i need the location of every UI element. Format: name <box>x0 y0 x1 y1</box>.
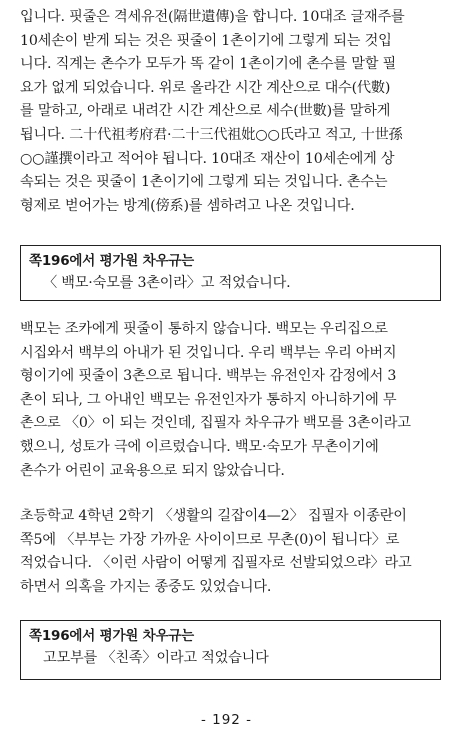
text-line: 입니다. 핏줄은 격세유전(隔世遺傳)을 합니다. 10대조 글재주를 <box>20 9 405 25</box>
text-line: 촌이 되나, 그 아내인 백모는 유전인자가 통하지 아니하기에 무 <box>20 391 397 408</box>
text-line: 형제로 벋어가는 방계(傍系)를 셈하려고 나온 것입니다. <box>20 197 355 214</box>
quote-box-1 <box>20 245 441 301</box>
paragraph-1 <box>20 6 439 218</box>
quote-box-label: 쪽196에서 평가원 차우규는 <box>29 253 194 269</box>
paragraph-2 <box>20 318 439 483</box>
text-line: 10세손이 받게 되는 것은 핏줄이 1촌이기에 그렇게 되는 것입 <box>20 32 392 49</box>
text-line: 촌으로 〈0〉이 되는 것인데, 집필자 차우규가 백모를 3촌이라고 <box>20 415 411 432</box>
text-line: 백모는 조카에게 핏줄이 통하지 않습니다. 백모는 우리집으로 <box>20 321 388 337</box>
quote-box-2 <box>20 620 441 680</box>
text-line: 하면서 의혹을 가지는 종중도 있었습니다. <box>20 578 272 595</box>
text-line: 적었습니다. 〈이런 사람이 어떻게 집필자로 선발되었으랴〉라고 <box>20 555 412 572</box>
text-line: 요가 없게 되었습니다. 위로 올라간 시간 계산으로 대수(代數) <box>20 79 391 96</box>
quote-box-text: 고모부를 〈친족〉이라고 적었습니다 <box>43 650 269 666</box>
text-line: 초등학교 4학년 2학기 〈생활의 길잡이4—2〉 집필자 이종란이 <box>20 508 407 524</box>
text-line: 됩니다. 二十代祖考府君·二十三代祖妣○○氏라고 적고, 十世孫 <box>20 126 403 143</box>
text-line: 쪽5에 〈부부는 가장 가까운 사이이므로 무촌(0)이 됩니다〉로 <box>20 531 400 548</box>
paragraph-3 <box>20 505 439 599</box>
text-line: 니다. 직계는 촌수가 모두가 똑 같이 1촌이기에 촌수를 말할 필 <box>20 56 397 73</box>
text-line: 시집와서 백부의 아내가 된 것입니다. 우리 백부는 우리 아버지 <box>20 344 397 361</box>
text-line: 촌수가 어린이 교육용으로 되지 않았습니다. <box>20 462 285 479</box>
quote-box-label: 쪽196에서 평가원 차우규는 <box>29 628 194 644</box>
text-line: 했으니, 성토가 극에 이르렀습니다. 백모·숙모가 무촌이기에 <box>20 438 379 455</box>
quote-box-text: 〈 백모·숙모를 3촌이라〉고 적었습니다. <box>43 275 291 291</box>
text-line: 를 말하고, 아래로 내려간 시간 계산으로 세수(世數)를 말하게 <box>20 103 391 120</box>
text-line: 형이기에 핏줄이 3촌으로 됩니다. 백부는 유전인자 감정에서 3 <box>20 368 397 385</box>
text-line: 속되는 것은 핏줄이 1촌이기에 그렇게 되는 것입니다. 촌수는 <box>20 174 388 191</box>
text-line: ○○謹撰이라고 적어야 됩니다. 10대조 재산이 10세손에게 상 <box>20 150 395 167</box>
page-number: - 192 - <box>200 712 253 728</box>
